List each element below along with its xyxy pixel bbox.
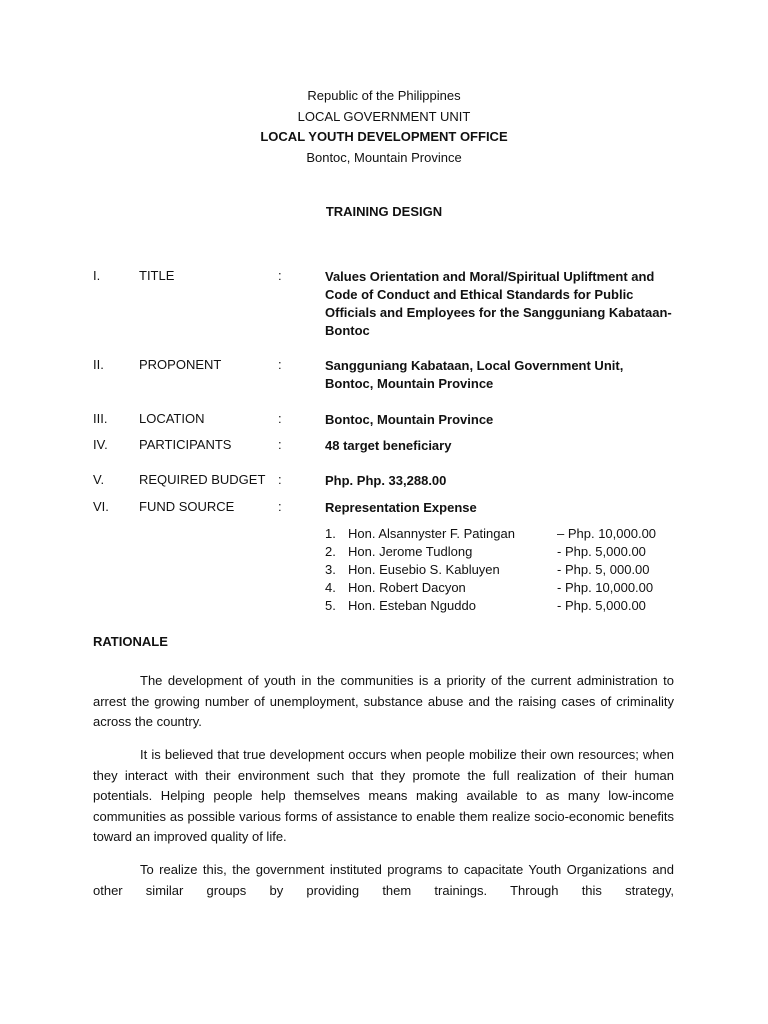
section-colon: : xyxy=(278,411,282,426)
fund-item-number: 5. xyxy=(325,598,336,613)
section-label-title: TITLE xyxy=(139,268,175,283)
fund-item-amount: - Php. 10,000.00 xyxy=(557,580,654,595)
section-value-title: Values Orientation and Moral/Spiritual Upliftment and Code of Conduct and Ethical Standards for Public Officials and Employees for the Sangguniang Kabataan-Bontoc xyxy=(325,269,672,338)
section-label-proponent: PROPONENT xyxy=(139,357,222,372)
fund-item-number: 4. xyxy=(325,580,336,595)
rationale-paragraph: The development of youth in the communities is a priority of the current administration to arrest the growing number of unemployment, substance abuse and the raising cases of criminality across the country. xyxy=(93,673,674,729)
section-value-location: Bontoc, Mountain Province xyxy=(325,412,494,427)
section-number: VI. xyxy=(93,499,109,514)
section-label-budget: REQUIRED BUDGET xyxy=(139,472,266,487)
section-colon: : xyxy=(278,472,282,487)
fund-item-amount: - Php. 5,000.00 xyxy=(557,544,646,559)
section-number: IV. xyxy=(93,437,108,452)
section-value-budget: Php. Php. 33,288.00 xyxy=(325,473,447,488)
section-label-participants: PARTICIPANTS xyxy=(139,437,232,452)
section-value-proponent: Sangguniang Kabataan, Local Government Unit, Bontoc, Mountain Province xyxy=(325,358,624,391)
fund-item-name: Hon. Esteban Nguddo xyxy=(348,598,476,613)
header-lgu: LOCAL GOVERNMENT UNIT xyxy=(297,109,471,124)
section-colon: : xyxy=(278,437,282,452)
rationale-paragraph: It is believed that true development occurs when people mobilize their own resources; when they interact with their environment such that they promote the full realization of their human potentials. Helping people help themselves means making available to as many low-income communities as possible various forms of assistance to enable them realize socio-economic benefits toward an improved quality of life. xyxy=(93,747,674,844)
fund-item-number: 3. xyxy=(325,562,336,577)
rationale-heading: RATIONALE xyxy=(93,634,168,649)
fund-item-amount: – Php. 10,000.00 xyxy=(557,526,657,541)
fund-item-amount: - Php. 5,000.00 xyxy=(557,598,646,613)
fund-item-name: Hon. Alsannyster F. Patingan xyxy=(348,526,515,541)
fund-item-number: 1. xyxy=(325,526,336,541)
header-location: Bontoc, Mountain Province xyxy=(306,150,462,165)
section-label-location: LOCATION xyxy=(139,411,205,426)
section-label-fund-source: FUND SOURCE xyxy=(139,499,235,514)
header-republic: Republic of the Philippines xyxy=(307,88,461,103)
document-title: TRAINING DESIGN xyxy=(325,204,443,219)
fund-item-amount: - Php. 5, 000.00 xyxy=(557,562,650,577)
section-number: III. xyxy=(93,411,108,426)
section-value-fund-source: Representation Expense xyxy=(325,500,477,515)
header-office: LOCAL YOUTH DEVELOPMENT OFFICE xyxy=(260,129,508,144)
fund-item-name: Hon. Robert Dacyon xyxy=(348,580,466,595)
section-colon: : xyxy=(278,357,282,372)
section-value-participants: 48 target beneficiary xyxy=(325,438,452,453)
section-colon: : xyxy=(278,268,282,283)
section-colon: : xyxy=(278,499,282,514)
fund-item-number: 2. xyxy=(325,544,336,559)
section-number: II. xyxy=(93,357,104,372)
fund-item-name: Hon. Eusebio S. Kabluyen xyxy=(348,562,500,577)
rationale-paragraph: To realize this, the government instituted programs to capacitate Youth Organizations and other similar groups by providing them trainings. Through this strategy, xyxy=(93,862,674,898)
fund-item-name: Hon. Jerome Tudlong xyxy=(348,544,473,559)
section-number: V. xyxy=(93,472,105,487)
section-number: I. xyxy=(93,268,101,283)
